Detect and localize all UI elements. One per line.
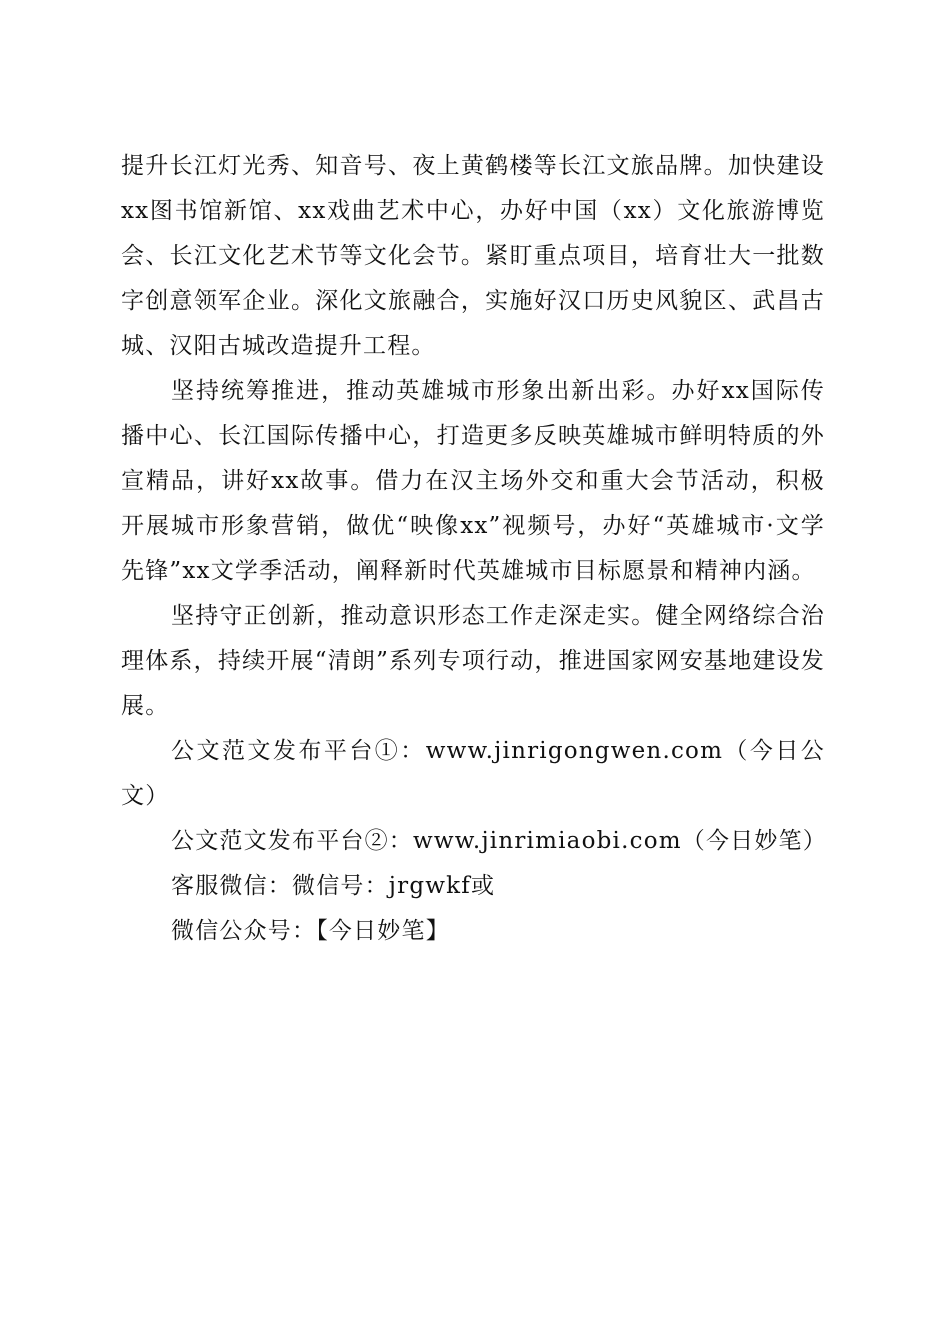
paragraph-culture-tourism: 提升长江灯光秀、知音号、夜上黄鹤楼等长江文旅品牌。加快建设xx图书馆新馆、xx戏曲艺术中心，办好中国（xx）文化旅游博览会、长江文化艺术节等文化会节。紧盯重点项目，培育壮大一批数字创意领军企业。深化文旅融合，实施好汉口历史风貌区、武昌古城、汉阳古城改造提升工程。 (121, 153, 825, 359)
footer-service-wechat: 客服微信：微信号：jrgwkf或 (171, 873, 496, 899)
footer-platform-1: 公文范文发布平台①：www.jinrigongwen.com（今日公文） (121, 738, 825, 809)
paragraph-ideology: 坚持守正创新，推动意识形态工作走深走实。健全网络综合治理体系，持续开展“清朗”系列专项行动，推进国家网安基地建设发展。 (121, 603, 825, 719)
footer-platform-2: 公文范文发布平台②：www.jinrimiaobi.com（今日妙笔） (171, 828, 827, 854)
footer-official-account: 微信公众号：【今日妙笔】 (171, 918, 450, 944)
paragraph-city-image: 坚持统筹推进，推动英雄城市形象出新出彩。办好xx国际传播中心、长江国际传播中心，打造更多反映英雄城市鲜明特质的外宣精品，讲好xx故事。借力在汉主场外交和重大会节活动，积极开展城市形象营销，做优“映像xx”视频号，办好“英雄城市·文学先锋”xx文学季活动，阐释新时代英雄城市目标愿景和精神内涵。 (121, 378, 825, 584)
document-body (121, 144, 825, 954)
